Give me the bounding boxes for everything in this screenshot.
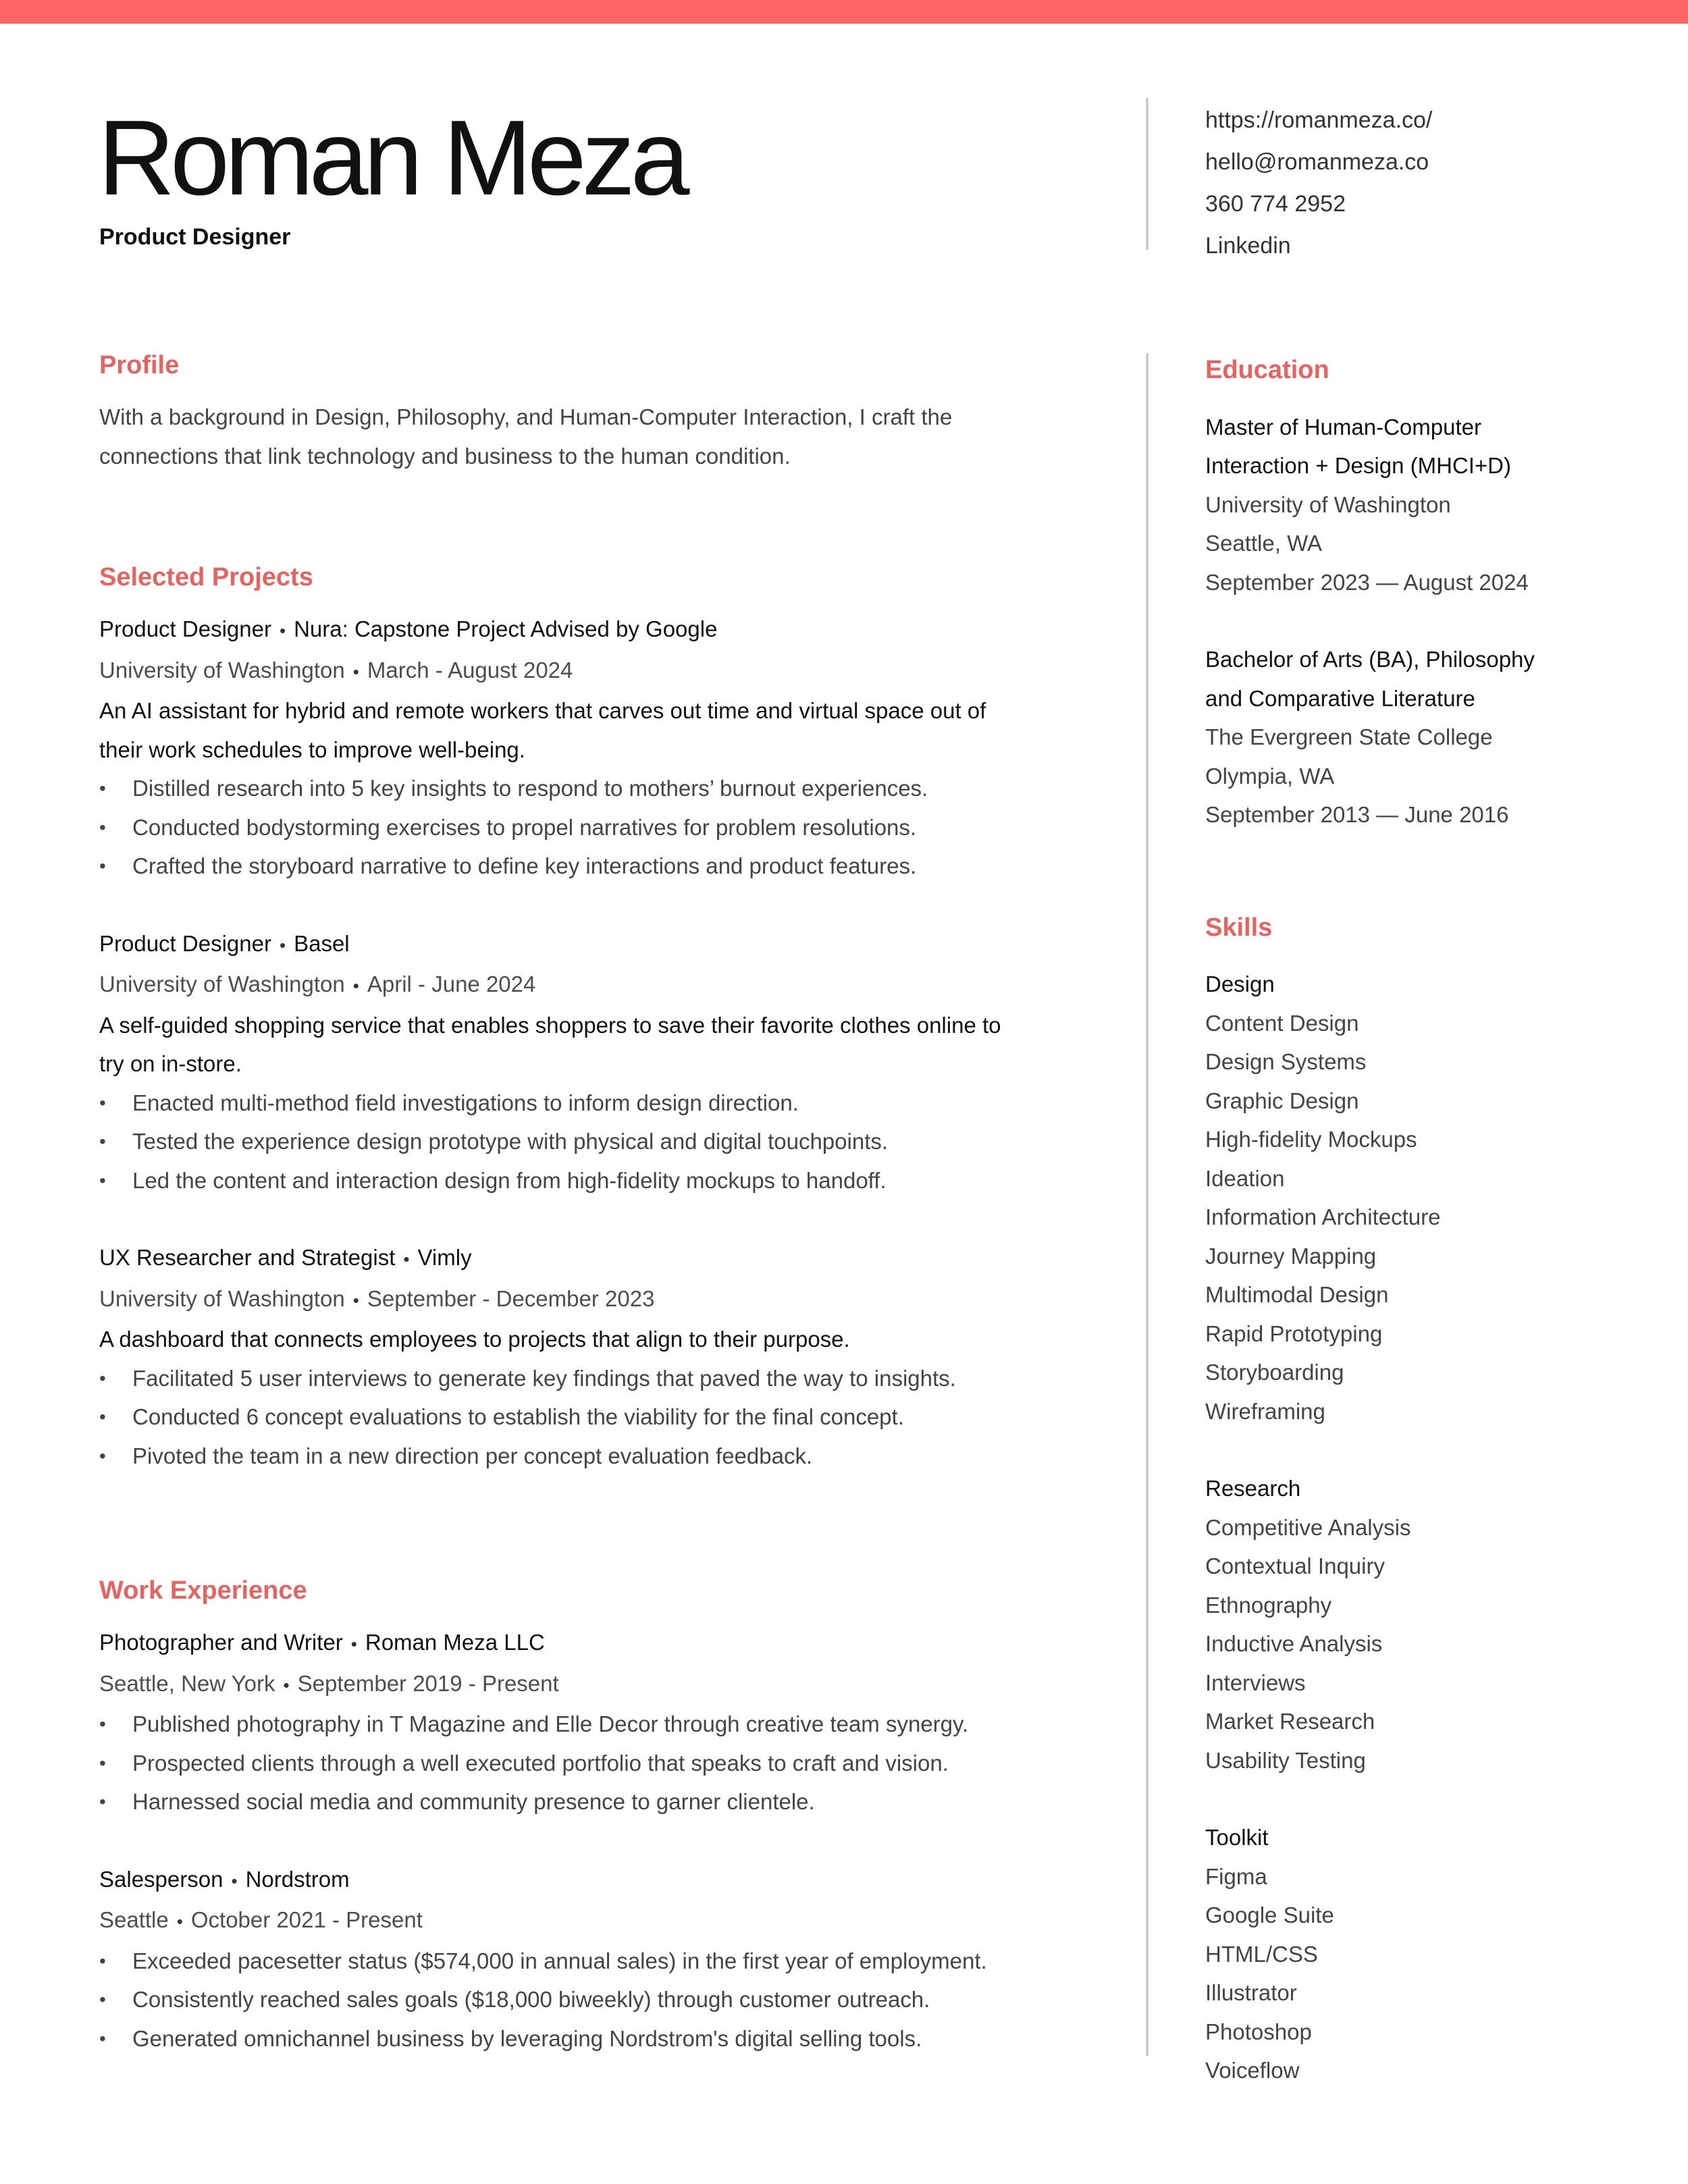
skills-list <box>1205 965 1664 2090</box>
project-name: Nura: Capstone Project Advised by Google <box>294 616 718 641</box>
skills-heading: Skills <box>1205 913 1273 942</box>
project-item <box>99 1238 1112 1475</box>
job-dates: October 2021 - Present <box>190 1907 423 1932</box>
description-line: A self-guided shopping service that enables shoppers to save their favorite clothes online to <box>99 1012 1001 1038</box>
work-list <box>99 1623 1112 2058</box>
skill-group-title: Design <box>1205 971 1275 996</box>
skill-item: Content Design <box>1205 1010 1359 1036</box>
job-role: Photographer and Writer <box>99 1630 343 1655</box>
bullet-item: • Pivoted the team in a new direction per concept evaluation feedback. <box>99 1437 1112 1476</box>
profile-line: connections that link technology and business to the human condition. <box>99 443 791 469</box>
job-title: Product Designer <box>99 224 291 250</box>
job-bullets <box>99 1942 1112 2058</box>
top-accent-bar <box>0 0 1688 24</box>
skill-item: Storyboarding <box>1205 1360 1344 1385</box>
header-divider <box>1146 98 1149 250</box>
project-bullets <box>99 1084 1112 1200</box>
skill-item: Contextual Inquiry <box>1205 1553 1385 1578</box>
skill-group-design <box>1205 965 1664 1431</box>
skill-item: Usability Testing <box>1205 1747 1366 1773</box>
school-location: Olympia, WA <box>1205 763 1335 789</box>
bullet-item: • Crafted the storyboard narrative to define key interactions and product features. <box>99 847 1112 886</box>
project-role: Product Designer <box>99 616 271 641</box>
project-dates: April - June 2024 <box>367 971 536 996</box>
skill-item: Information Architecture <box>1205 1204 1441 1229</box>
bullet-item: • Published photography in T Magazine and Elle Decor through creative team synergy. <box>99 1705 1112 1744</box>
bullet-item: • Facilitated 5 user interviews to generate key findings that paved the way to insights. <box>99 1359 1112 1398</box>
bullet-item: • Conducted 6 concept evaluations to establish the viability for the final concept. <box>99 1397 1112 1437</box>
skill-item: Interviews <box>1205 1670 1306 1695</box>
skill-item: Design Systems <box>1205 1049 1367 1074</box>
project-org: University of Washington <box>99 657 345 683</box>
bullet-item: • Led the content and interaction design from high-fidelity mockups to handoff. <box>99 1161 1112 1200</box>
degree-line: Bachelor of Arts (BA), Philosophy <box>1205 647 1535 672</box>
project-bullets <box>99 1359 1112 1476</box>
skill-item: Photoshop <box>1205 2019 1312 2044</box>
page-title: Roman Meza <box>98 99 685 217</box>
job-role: Salesperson <box>99 1866 223 1892</box>
school-name: University of Washington <box>1205 491 1451 517</box>
project-item <box>99 610 1112 886</box>
project-role: Product Designer <box>99 930 271 956</box>
left-column <box>99 351 1112 2096</box>
profile-heading: Profile <box>99 351 180 379</box>
bullet-item: • Conducted bodystorming exercises to propel narratives for problem resolutions. <box>99 808 1112 847</box>
education-heading: Education <box>1205 356 1329 384</box>
school-location: Seattle, WA <box>1205 531 1323 556</box>
bullet-item: • Tested the experience design prototype with physical and digital touchpoints. <box>99 1122 1112 1161</box>
profile-line: With a background in Design, Philosophy, and Human-Computer Interaction, I craft the <box>99 404 953 429</box>
skill-item: High-fidelity Mockups <box>1205 1127 1417 1152</box>
bullet-item: • Consistently reached sales goals ($18,000 biweekly) through customer outreach. <box>99 1980 1112 2019</box>
description-line: A dashboard that connects employees to projects that align to their purpose. <box>99 1327 850 1352</box>
project-meta: University of Washington • March - August 2024 <box>99 657 573 683</box>
project-dates: March - August 2024 <box>367 657 573 683</box>
project-meta: University of Washington • September - December 2023 <box>99 1285 655 1311</box>
project-org: University of Washington <box>99 971 345 996</box>
project-description <box>99 691 1112 769</box>
job-header: Salesperson • Nordstrom <box>99 1866 350 1892</box>
skill-item: Graphic Design <box>1205 1088 1359 1113</box>
degree-line: Interaction + Design (MHCI+D) <box>1205 453 1511 478</box>
education-list <box>1205 408 1664 834</box>
profile-text <box>99 398 1112 475</box>
skill-item: Wireframing <box>1205 1398 1325 1424</box>
project-header: Product Designer • Basel <box>99 930 350 956</box>
project-item <box>99 924 1112 1200</box>
project-header: UX Researcher and Strategist • Vimly <box>99 1245 472 1270</box>
job-place: Seattle <box>99 1907 169 1932</box>
job-company: Roman Meza LLC <box>365 1630 545 1655</box>
skill-group-toolkit <box>1205 1818 1664 2090</box>
education-dates: September 2013 — June 2016 <box>1205 802 1509 827</box>
skill-item: Competitive Analysis <box>1205 1514 1411 1540</box>
website-link[interactable]: https://romanmeza.co/ <box>1205 107 1433 133</box>
phone-number: 360 774 2952 <box>1205 191 1346 217</box>
right-column <box>1205 351 1664 2090</box>
skill-item: Voiceflow <box>1205 2058 1300 2083</box>
job-meta: Seattle • October 2021 - Present <box>99 1907 423 1932</box>
project-dates: September - December 2023 <box>367 1285 655 1311</box>
education-item <box>1205 408 1664 602</box>
contact-list <box>1205 99 1432 267</box>
bullet-item: • Harnessed social media and community presence to garner clientele. <box>99 1782 1112 1821</box>
degree-line: and Comparative Literature <box>1205 685 1475 711</box>
skill-group-research <box>1205 1469 1664 1780</box>
school-name: The Evergreen State College <box>1205 724 1493 749</box>
job-item <box>99 1623 1112 1821</box>
column-divider <box>1146 353 1149 2056</box>
projects-list <box>99 610 1112 1475</box>
bullet-item: • Generated omnichannel business by leveraging Nordstrom's digital selling tools. <box>99 2019 1112 2058</box>
job-place: Seattle, New York <box>99 1670 275 1696</box>
bullet-item: • Enacted multi-method field investigations to inform design direction. <box>99 1084 1112 1123</box>
degree-line: Master of Human-Computer <box>1205 414 1481 440</box>
description-line: their work schedules to improve well-being. <box>99 737 525 762</box>
skill-item: Inductive Analysis <box>1205 1631 1383 1656</box>
skill-group-title: Research <box>1205 1476 1301 1501</box>
project-org: University of Washington <box>99 1285 345 1311</box>
projects-heading: Selected Projects <box>99 563 313 591</box>
job-company: Nordstrom <box>245 1866 350 1892</box>
skill-item: Illustrator <box>1205 1980 1297 2005</box>
project-header: Product Designer • Nura: Capstone Project Advised by Google <box>99 616 718 641</box>
skill-item: Rapid Prototyping <box>1205 1321 1383 1346</box>
job-dates: September 2019 - Present <box>297 1670 559 1696</box>
skill-item: Multimodal Design <box>1205 1282 1389 1307</box>
description-line: An AI assistant for hybrid and remote workers that carves out time and virtual space out of <box>99 698 986 723</box>
work-heading: Work Experience <box>99 1576 307 1605</box>
job-item <box>99 1860 1112 2058</box>
project-description <box>99 1320 1112 1359</box>
education-item <box>1205 640 1664 834</box>
skill-item: HTML/CSS <box>1205 1941 1318 1967</box>
job-meta: Seattle, New York • September 2019 - Present <box>99 1670 559 1696</box>
skill-item: Ethnography <box>1205 1592 1332 1618</box>
job-bullets <box>99 1705 1112 1821</box>
job-header: Photographer and Writer • Roman Meza LLC <box>99 1630 545 1655</box>
skill-item: Google Suite <box>1205 1902 1334 1927</box>
project-meta: University of Washington • April - June 2024 <box>99 971 536 996</box>
linkedin-link[interactable]: Linkedin <box>1205 233 1291 259</box>
project-name: Vimly <box>417 1245 472 1270</box>
education-dates: September 2023 — August 2024 <box>1205 569 1529 595</box>
skill-item: Ideation <box>1205 1165 1285 1191</box>
bullet-item: • Prospected clients through a well executed portfolio that speaks to craft and vision. <box>99 1744 1112 1783</box>
project-description <box>99 1006 1112 1084</box>
bullet-item: • Distilled research into 5 key insights to respond to mothers’ burnout experiences. <box>99 769 1112 808</box>
project-bullets <box>99 769 1112 886</box>
project-role: UX Researcher and Strategist <box>99 1245 396 1270</box>
skill-item: Market Research <box>1205 1709 1375 1734</box>
skill-item: Journey Mapping <box>1205 1243 1377 1269</box>
description-line: try on in-store. <box>99 1051 242 1076</box>
skill-group-title: Toolkit <box>1205 1825 1269 1850</box>
skill-item: Figma <box>1205 1863 1267 1889</box>
project-name: Basel <box>294 930 350 956</box>
email-link[interactable]: hello@romanmeza.co <box>1205 149 1429 175</box>
bullet-item: • Exceeded pacesetter status ($574,000 in annual sales) in the first year of employment. <box>99 1942 1112 1981</box>
